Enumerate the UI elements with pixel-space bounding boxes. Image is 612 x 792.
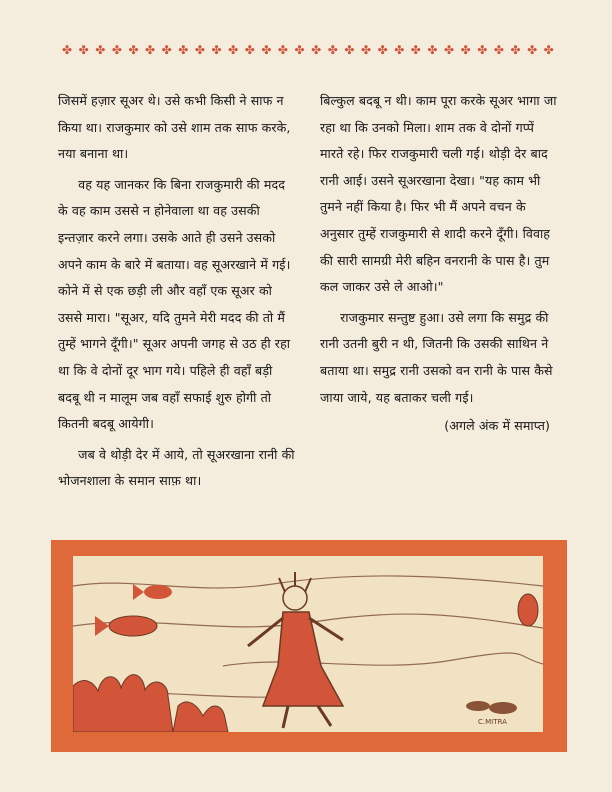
ornament-icon: ✤	[460, 43, 471, 57]
story-illustration	[51, 540, 567, 752]
ornament-icon: ✤	[377, 43, 388, 57]
ornamental-border	[62, 42, 554, 58]
ornament-icon: ✤	[277, 43, 288, 57]
right-text-column	[320, 88, 558, 440]
ornament-icon: ✤	[111, 43, 122, 57]
paragraph: राजकुमार सन्तुष्ट हुआ। उसे लगा कि समुद्र की रानी उतनी बुरी न थी, जितनी कि उसकी साथिन ने बताया था। समुद्र रानी उसको वन रानी के पास कैसे जाया जाये, यह बताकर चली गई।	[320, 309, 553, 405]
paragraph: बिल्कुल बदबू न थी। काम पूरा करके सूअर भागा जा रहा था कि उनको मिला। शाम तक वे दोनों गप्पें मारते रहे। फिर राजकुमारी चली गई। थोड़ी देर बाद रानी आई। उसने सूअरखाना देखा। "यह काम भी तुमने नहीं किया है। फिर भी मैं अपने वचन के अनुसार तुम्हें राजकुमारी से शादी करने दूँगी। विवाह की सारी सामग्री मेरी बहिन वनरानी के पास है। तुम कल जाकर उसे ले आओ।"	[320, 93, 557, 295]
ornament-icon: ✤	[145, 43, 156, 57]
ornament-icon: ✤	[161, 43, 172, 57]
ornament-icon: ✤	[294, 43, 305, 57]
continued-note: (अगले अंक में समाप्त)	[444, 418, 550, 434]
ornament-icon: ✤	[510, 43, 521, 57]
ornament-icon: ✤	[311, 43, 322, 57]
ornament-icon: ✤	[477, 43, 488, 57]
fish-icon	[133, 584, 172, 600]
ornament-icon: ✤	[493, 43, 504, 57]
ornament-icon: ✤	[178, 43, 189, 57]
left-text-column	[58, 88, 296, 495]
paragraph: जिसमें हज़ार सूअर थे। उसे कभी किसी ने साफ न किया था। राजकुमार को उसे शाम तक साफ करके, नया बनाना था।	[58, 93, 291, 162]
ornament-icon: ✤	[360, 43, 372, 57]
artist-signature: C.MITRA	[478, 718, 507, 726]
stones	[466, 701, 517, 714]
ornament-icon: ✤	[543, 43, 554, 57]
ornament-icon: ✤	[211, 43, 222, 57]
ornament-icon: ✤	[327, 43, 338, 57]
ornament-icon: ✤	[410, 43, 421, 57]
ornament-icon: ✤	[344, 43, 355, 57]
fish-icon	[518, 594, 538, 626]
running-figure	[248, 572, 343, 728]
paragraph: वह यह जानकर कि बिना राजकुमारी की मदद के वह काम उससे न होनेवाला था वह उसकी इन्तज़ार करने लगा। उसके आते ही उसने उसको अपने काम के बारे में बताया। वह सूअरखाने में गई। कोने में से एक छड़ी ली और वहाँ एक सूअर को उससे मारा। "सूअर, यदि तुमने मेरी मदद की तो मैं तुम्हें भागने दूँगी।" सूअर अपनी जगह से उठ ही रहा था कि वे दोनों दूर भाग गये। पहिले ही वहाँ बड़ी बदबू थी न मालूम जब वहाँ सफाई शुरु होगी तो कितनी बदबू आयेगी।	[58, 176, 291, 432]
ornament-icon: ✤	[194, 43, 205, 57]
ornament-icon: ✤	[62, 43, 73, 57]
fish-icon	[95, 616, 157, 636]
ornament-icon: ✤	[444, 43, 455, 57]
coral-icon	[73, 675, 228, 732]
ornament-icon: ✤	[78, 43, 89, 57]
ornament-icon: ✤	[228, 43, 239, 57]
underwater-scene-illustration	[73, 556, 543, 732]
ornament-icon: ✤	[244, 43, 255, 57]
ornament-icon: ✤	[261, 43, 272, 57]
ornament-icon: ✤	[394, 43, 405, 57]
ornament-icon: ✤	[527, 43, 538, 57]
ornament-icon: ✤	[95, 43, 106, 57]
ornament-icon: ✤	[427, 43, 438, 57]
paragraph: जब वे थोड़ी देर में आये, तो सूअरखाना रानी की भोजनशाला के समान साफ़ था।	[58, 446, 295, 489]
ornament-icon: ✤	[128, 43, 139, 57]
